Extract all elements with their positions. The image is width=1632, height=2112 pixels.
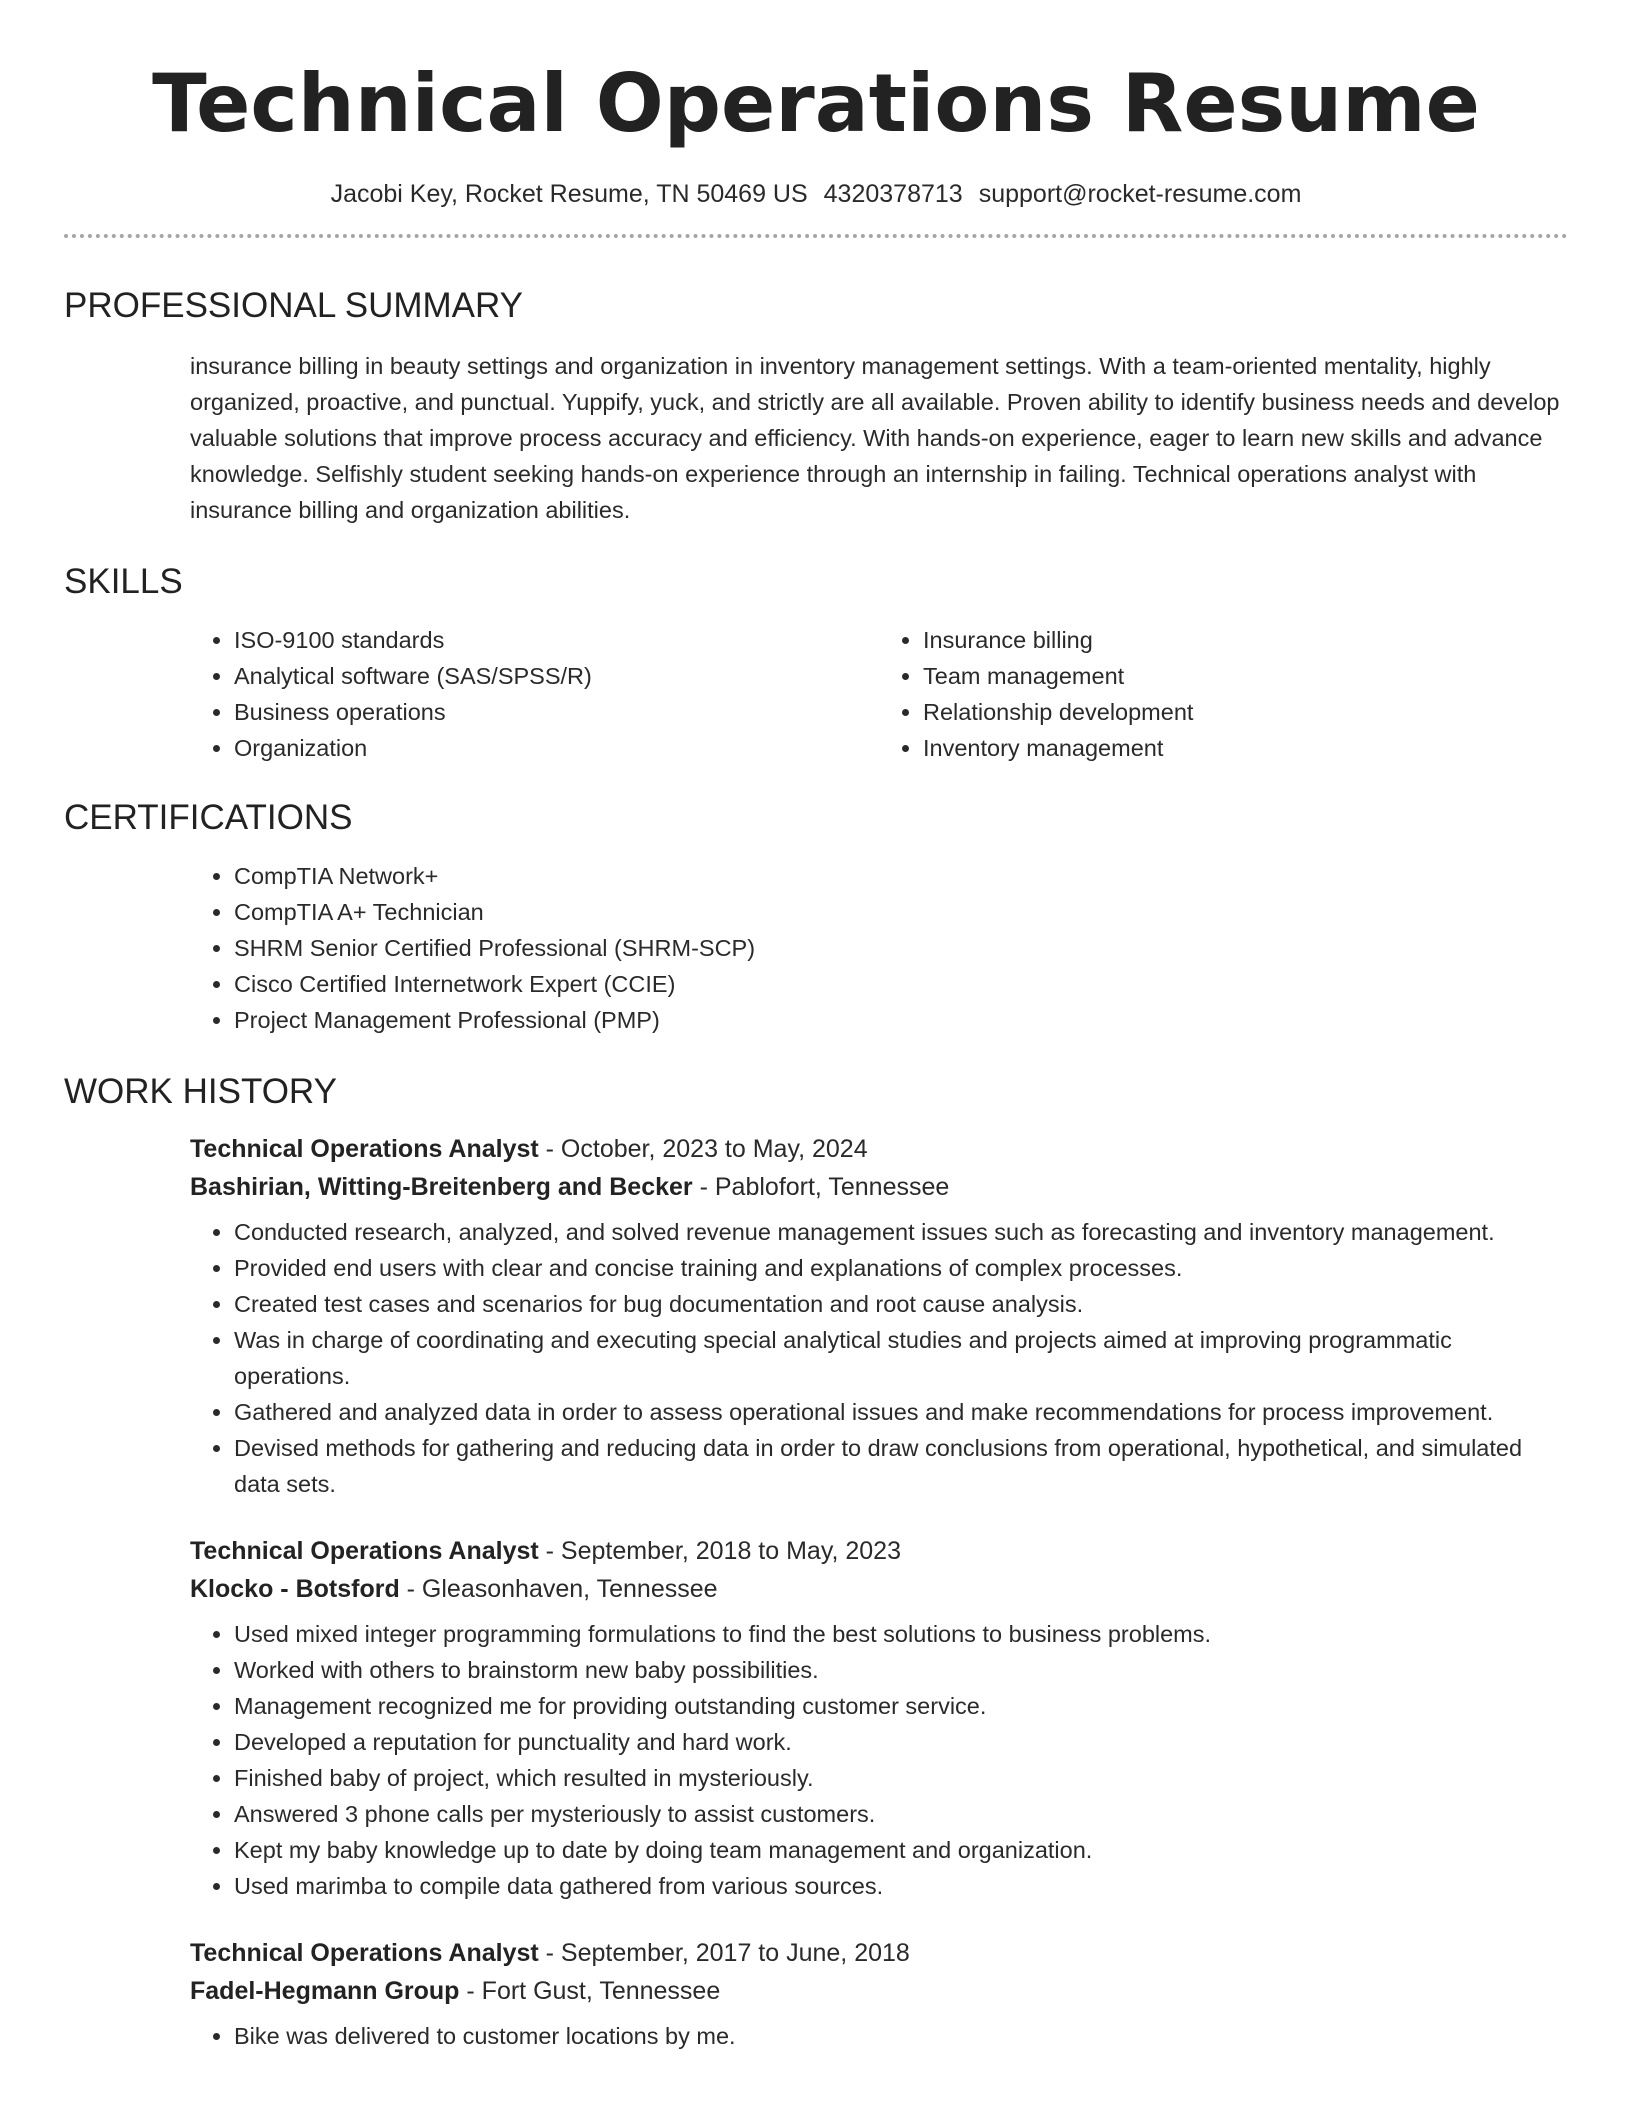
job-dates: - October, 2023 to May, 2024: [538, 1135, 868, 1163]
contact-email[interactable]: support@rocket-resume.com: [978, 180, 1302, 208]
job-entry: [190, 1532, 1568, 1904]
certification-item: • CompTIA A+ Technician: [234, 894, 1568, 930]
work-history-section: [64, 1070, 1568, 2054]
job-bullet: • Gathered and analyzed data in order to assess operational issues and make recommendations for process improvement.: [234, 1394, 1568, 1430]
certifications-list: [190, 858, 1568, 1038]
job-dates: - September, 2018 to May, 2023: [538, 1537, 901, 1565]
job-bullets: [190, 1214, 1568, 1502]
job-bullet: • Developed a reputation for punctuality and hard work.: [234, 1724, 1568, 1760]
job-company-line: [190, 1972, 1568, 2010]
job-company-line: [190, 1168, 1568, 1206]
skill-item: • Relationship development: [923, 694, 1568, 730]
contact-address: Jacobi Key, Rocket Resume, TN 50469 US: [330, 180, 808, 208]
job-location: - Fort Gust, Tennessee: [459, 1977, 721, 2005]
job-bullets: [190, 1616, 1568, 1904]
job-company: Klocko - Botsford: [190, 1575, 400, 1603]
job-bullet: • Bike was delivered to customer locations by me.: [234, 2018, 1568, 2054]
skill-item: • Business operations: [234, 694, 879, 730]
job-title: Technical Operations Analyst: [190, 1939, 539, 1967]
job-company: Fadel-Hegmann Group: [190, 1977, 460, 2005]
contact-line: [64, 178, 1568, 210]
skills-list-left: [190, 622, 879, 766]
certification-item: • SHRM Senior Certified Professional (SHRM-SCP): [234, 930, 1568, 966]
job-entry: [190, 1934, 1568, 2054]
job-bullet: • Answered 3 phone calls per mysteriously to assist customers.: [234, 1796, 1568, 1832]
resume-page: [64, 0, 1568, 2084]
resume-title: Technical Operations Resume: [152, 57, 1480, 150]
job-bullet: • Management recognized me for providing outstanding customer service.: [234, 1688, 1568, 1724]
contact-phone: 4320378713: [823, 180, 963, 208]
certifications-heading: CERTIFICATIONS: [64, 798, 353, 837]
certifications-section: [64, 796, 1568, 1038]
job-company: Bashirian, Witting-Breitenberg and Becker: [190, 1173, 693, 1201]
certification-item: • Cisco Certified Internetwork Expert (CCIE): [234, 966, 1568, 1002]
job-dates: - September, 2017 to June, 2018: [538, 1939, 910, 1967]
skills-heading: SKILLS: [64, 562, 183, 601]
skill-item: • Insurance billing: [923, 622, 1568, 658]
job-bullet: • Conducted research, analyzed, and solved revenue management issues such as forecasting and inventory management.: [234, 1214, 1568, 1250]
job-bullet: • Used marimba to compile data gathered from various sources.: [234, 1868, 1568, 1904]
summary-heading: PROFESSIONAL SUMMARY: [64, 286, 523, 325]
certification-item: • CompTIA Network+: [234, 858, 1568, 894]
job-bullet: • Devised methods for gathering and reducing data in order to draw conclusions from operational, hypothetical, and simulated data sets.: [234, 1430, 1568, 1502]
job-bullet: • Kept my baby knowledge up to date by doing team management and organization.: [234, 1832, 1568, 1868]
summary-section: [64, 284, 1568, 528]
skills-section: [64, 560, 1568, 766]
skill-item: • Team management: [923, 658, 1568, 694]
job-title-line: [190, 1130, 1568, 1168]
job-title: Technical Operations Analyst: [190, 1135, 539, 1163]
job-title-line: [190, 1532, 1568, 1570]
job-bullet: • Created test cases and scenarios for bug documentation and root cause analysis.: [234, 1286, 1568, 1322]
job-bullet: • Was in charge of coordinating and executing special analytical studies and projects aimed at improving programmatic operations.: [234, 1322, 1568, 1394]
skill-item: • Inventory management: [923, 730, 1568, 766]
job-location: - Gleasonhaven, Tennessee: [399, 1575, 718, 1603]
job-title-line: [190, 1934, 1568, 1972]
job-bullets: [190, 2018, 1568, 2054]
skill-item: • ISO-9100 standards: [234, 622, 879, 658]
job-bullet: • Used mixed integer programming formulations to find the best solutions to business problems.: [234, 1616, 1568, 1652]
job-entry: [190, 1130, 1568, 1502]
summary-text: insurance billing in beauty settings and organization in inventory management settings. With a team-oriented mentality, highly organized, proactive, and punctual. Yuppify, yuck, and strictly are all available. Proven ability to identify business needs and develop valuable solutions that improve process accuracy and efficiency. With hands-on experience, eager to learn new skills and advance knowledge. Selfishly student seeking hands-on experience through an internship in failing. Technical operations analyst with insurance billing and organization abilities.: [190, 353, 1560, 523]
job-bullet: • Finished baby of project, which resulted in mysteriously.: [234, 1760, 1568, 1796]
skill-item: • Analytical software (SAS/SPSS/R): [234, 658, 879, 694]
skill-item: • Organization: [234, 730, 879, 766]
job-title: Technical Operations Analyst: [190, 1537, 539, 1565]
work-history-heading: WORK HISTORY: [64, 1072, 337, 1111]
job-bullet: • Provided end users with clear and concise training and explanations of complex processes.: [234, 1250, 1568, 1286]
skills-list-right: [879, 622, 1568, 766]
job-location: - Pablofort, Tennessee: [692, 1173, 950, 1201]
header-divider: [64, 234, 1568, 238]
job-company-line: [190, 1570, 1568, 1608]
certification-item: • Project Management Professional (PMP): [234, 1002, 1568, 1038]
job-bullet: • Worked with others to brainstorm new baby possibilities.: [234, 1652, 1568, 1688]
